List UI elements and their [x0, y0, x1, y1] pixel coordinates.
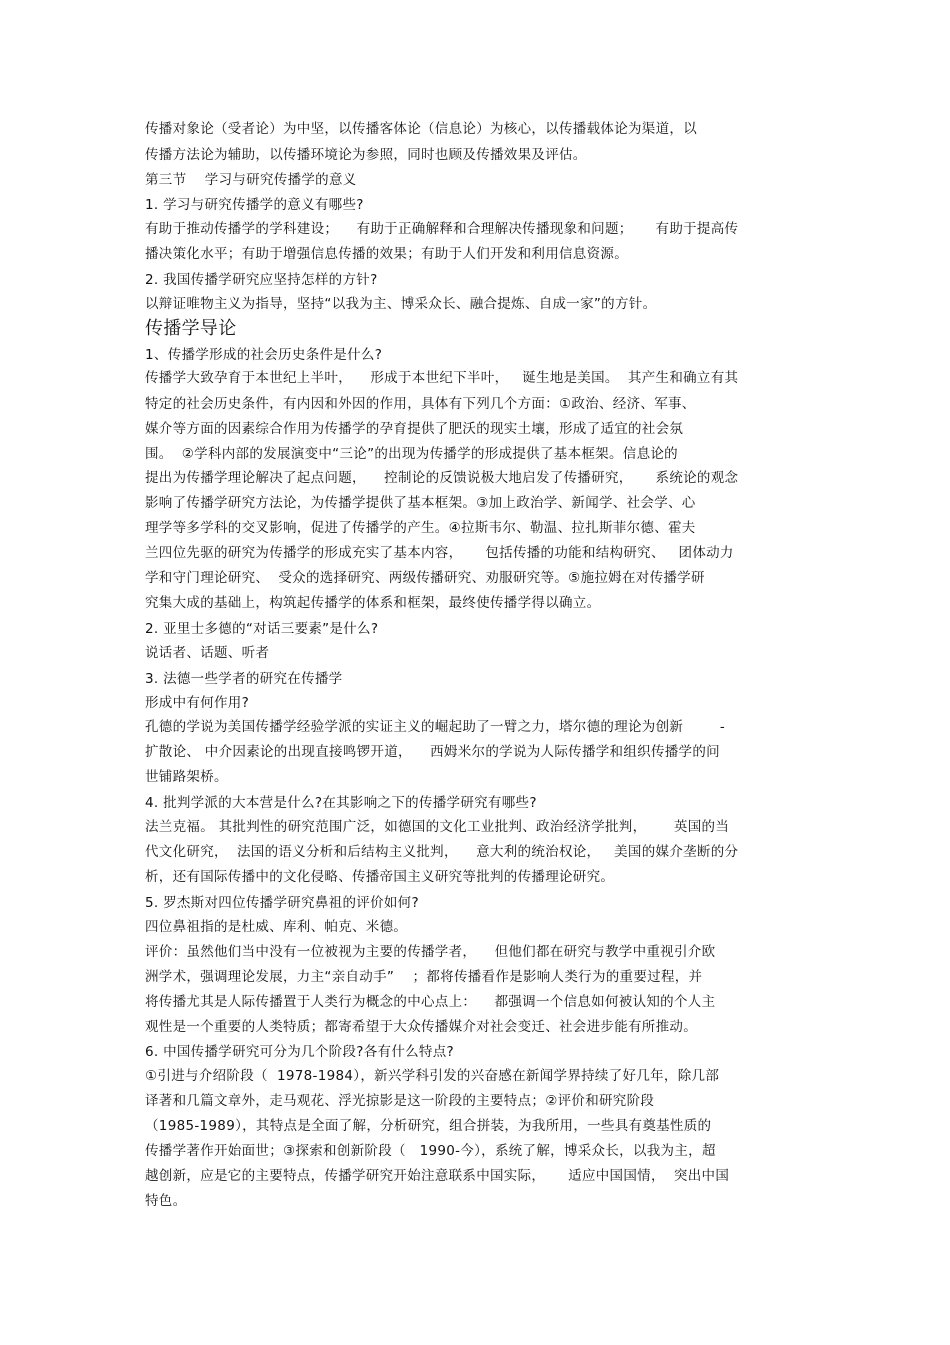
text-line: 法兰克福。 其批判性的研究范围广泛，如德国的文化工业批判、政治经济学批判， 英国的当 — [145, 819, 730, 835]
text-line: 究集大成的基础上，构筑起传播学的体系和框架，最终使传播学得以确立。 — [145, 595, 601, 611]
text-line: 媒介等方面的因素综合作用为传播学的孕育提供了肥沃的现实土壤，形成了适宜的社会氛 — [145, 421, 684, 437]
text-line: 观性是一个重要的人类特质；都寄希望于大众传播媒介对社会变迁、社会进步能有所推动。 — [145, 1019, 697, 1035]
question-line: 1. 学习与研究传播学的意义有哪些? — [145, 197, 364, 213]
text-line: ①引进与介绍阶段（ 1978-1984），新兴学科引发的兴奋感在新闻学界持续了好几年，除几部 — [145, 1068, 720, 1084]
text-line: 特定的社会历史条件，有内因和外因的作用，具体有下列几个方面：①政治、经济、军事、 — [145, 396, 696, 412]
text-line: 将传播尤其是人际传播置于人类行为概念的中心点上： 都强调一个信息如何被认知的个人主 — [145, 994, 716, 1010]
text-line: 说话者、话题、听者 — [145, 645, 270, 661]
text-line: 学和守门理论研究、 受众的选择研究、两级传播研究、劝服研究等。⑤施拉姆在对传播学研 — [145, 570, 705, 586]
question-line: 形成中有何作用? — [145, 695, 250, 711]
section-heading: 第三节 学习与研究传播学的意义 — [145, 172, 357, 188]
question-line: 1、传播学形成的社会历史条件是什么? — [145, 347, 383, 363]
question-line: 6. 中国传播学研究可分为几个阶段?各有什么特点? — [145, 1044, 455, 1060]
text-line: 播决策化水平；有助于增强信息传播的效果；有助于人们开发和利用信息资源。 — [145, 246, 628, 262]
text-line: 传播学著作开始面世；③探索和创新阶段（ 1990-今），系统了解，博采众长，以我为主，超 — [145, 1143, 716, 1159]
text-line: 传播方法论为辅助，以传播环境论为参照，同时也顾及传播效果及评估。 — [145, 147, 587, 163]
text-line: 以辩证唯物主义为指导，坚持“以我为主、博采众长、融合提炼、自成一家”的方针。 — [145, 296, 657, 312]
text-line: 世铺路架桥。 — [145, 769, 228, 785]
question-line: 2. 亚里士多德的“对话三要素”是什么? — [145, 621, 379, 637]
text-line: 提出为传播学理论解决了起点问题， 控制论的反馈说极大地启发了传播研究， 系统论的观念 — [145, 470, 739, 486]
question-line: 5. 罗杰斯对四位传播学研究鼻祖的评价如何? — [145, 895, 419, 911]
text-line: 扩散论、 中介因素论的出现直接鸣锣开道， 西姆米尔的学说为人际传播学和组织传播学的问 — [145, 744, 720, 760]
text-line: 四位鼻祖指的是杜威、库利、帕克、米德。 — [145, 919, 408, 935]
text-line: 越创新，应是它的主要特点，传播学研究开始注意联系中国实际， 适应中国国情， 突出中国 — [145, 1168, 730, 1184]
text-line: 代文化研究， 法国的语义分析和后结构主义批判， 意大利的统治权论， 美国的媒介垄断的分 — [145, 844, 739, 860]
text-line: （1985-1989），其特点是全面了解，分析研究，组合拼装，为我所用，一些具有奠基性质的 — [145, 1118, 712, 1134]
text-line: 析，还有国际传播中的文化侵略、传播帝国主义研究等批判的传播理论研究。 — [145, 869, 615, 885]
text-line: 洲学术，强调理论发展，力主“亲自动手” ；都将传播看作是影响人类行为的重要过程，并 — [145, 969, 703, 985]
chapter-title: 传播学导论 — [145, 318, 237, 339]
text-line: 有助于推动传播学的学科建设； 有助于正确解释和合理解决传播现象和问题； 有助于提高传 — [145, 221, 739, 237]
text-line: 围。 ②学科内部的发展演变中“三论”的出现为传播学的形成提供了基本框架。信息论的 — [145, 446, 678, 462]
text-line: 译著和几篇文章外，走马观花、浮光掠影是这一阶段的主要特点；②评价和研究阶段 — [145, 1093, 655, 1109]
text-line: 传播对象论（受者论）为中坚，以传播客体论（信息论）为核心，以传播载体论为渠道，以 — [145, 121, 697, 137]
question-line: 4. 批判学派的大本营是什么?在其影响之下的传播学研究有哪些? — [145, 795, 537, 811]
text-line: 孔德的学说为美国传播学经验学派的实证主义的崛起助了一臂之力，塔尔德的理论为创新 - — [145, 719, 726, 735]
text-line: 特色。 — [145, 1193, 187, 1209]
text-line: 理学等多学科的交叉影响，促进了传播学的产生。④拉斯韦尔、勒温、拉扎斯菲尔德、霍夫 — [145, 520, 696, 536]
text-line: 传播学大致孕育于本世纪上半叶， 形成于本世纪下半叶， 诞生地是美国。 其产生和确立有其 — [145, 370, 739, 386]
text-line: 评价：虽然他们当中没有一位被视为主要的传播学者， 但他们都在研究与教学中重视引介欧 — [145, 944, 716, 960]
question-line: 3. 法德一些学者的研究在传播学 — [145, 671, 343, 687]
text-line: 兰四位先驱的研究为传播学的形成充实了基本内容， 包括传播的功能和结构研究、 团体动力 — [145, 545, 734, 561]
question-line: 2. 我国传播学研究应坚持怎样的方针? — [145, 272, 378, 288]
text-line: 影响了传播学研究方法论，为传播学提供了基本框架。③加上政治学、新闻学、社会学、心 — [145, 495, 696, 511]
